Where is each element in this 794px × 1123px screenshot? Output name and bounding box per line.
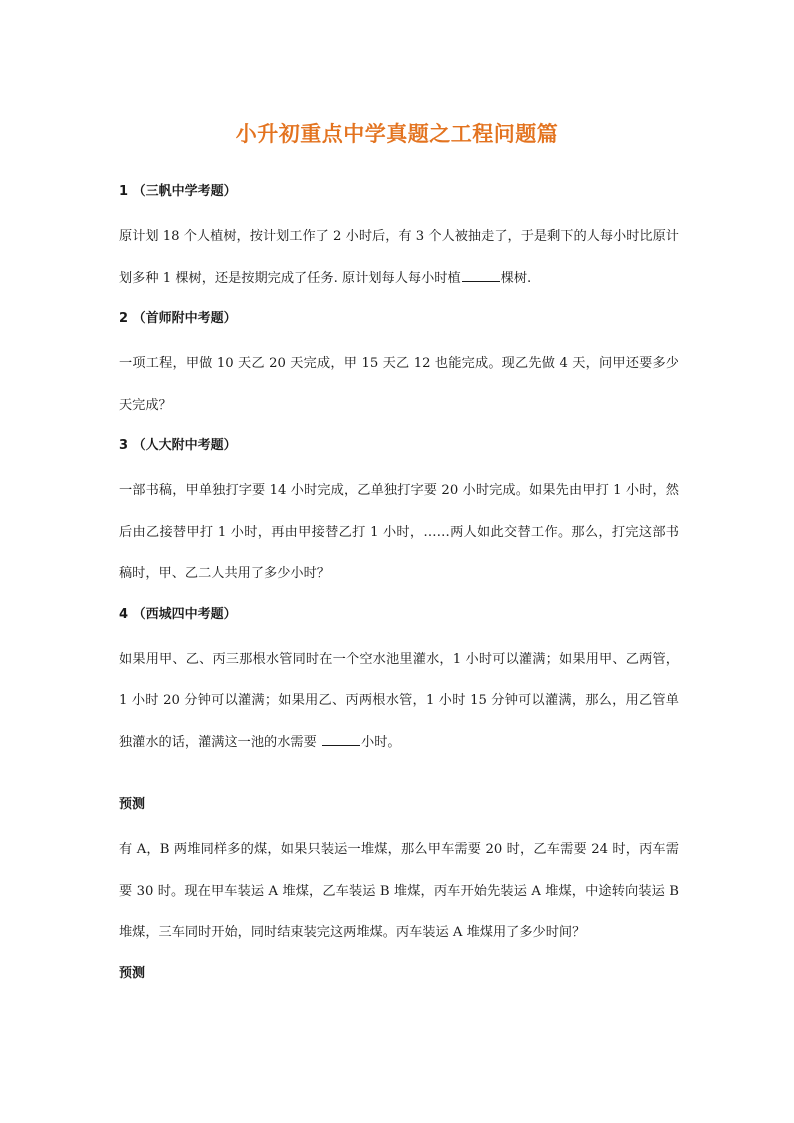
prediction-header: 预测 (119, 965, 146, 981)
answer-blank (462, 267, 500, 282)
question-3 (119, 432, 679, 595)
question-1 (119, 178, 679, 299)
question-text (119, 216, 679, 299)
question-text-part: 原计划 18 个人植树，按计划工作了 2 小时后，有 3 个人被抽走了，于是剩下的人每小时比原计划多种 1 棵树，还是按期完成了任务. 原计划每人每小时植 (119, 229, 679, 286)
question-header: 4 （西城四中考题） (119, 606, 237, 622)
prediction-1 (119, 791, 679, 954)
question-header: 2 （首师附中考题） (119, 311, 237, 326)
page-title: 小升初重点中学真题之工程问题篇 (235, 122, 559, 146)
answer-blank (322, 731, 360, 746)
question-text-part: 如果用甲、乙、丙三那根水管同时在一个空水池里灌水，1 小时可以灌满；如果用甲、乙两管，1 小时 20 分钟可以灌满；如果用乙、丙两根水管，1 小时 15 分钟可以灌满，那么，用乙管单独灌水的话，灌满这一池的水需要 (119, 651, 679, 750)
question-text-part: 棵树. (500, 270, 532, 286)
prediction-2 (119, 960, 679, 988)
prediction-header: 预测 (119, 797, 146, 812)
prediction-text: 有 A，B 两堆同样多的煤，如果只装运一堆煤，那么甲车需要 20 时，乙车需要 24 时，丙车需要 30 时。现在甲车装运 A 堆煤，乙车装运 B 堆煤，丙车开始先装运 A 堆煤，中途转向装运 B 堆煤，三车同时开始，同时结束装完这两堆煤。丙车装运 A 堆煤用了多少时间？ (119, 842, 679, 940)
question-header: 3 （人大附中考题） (119, 438, 237, 453)
question-text-part: 小时。 (361, 734, 401, 750)
question-header: 1 （三帆中学考题） (119, 184, 237, 199)
question-text: 一部书稿，甲单独打字要 14 小时完成，乙单独打字要 20 小时完成。如果先由甲打 1 小时，然后由乙接替甲打 1 小时，再由甲接替乙打 1 小时，……两人如此交替工作。那么，打完这部书稿时，甲、乙二人共用了多少小时？ (119, 483, 679, 581)
question-4 (119, 601, 679, 764)
document-body (119, 178, 679, 988)
question-text: 一项工程，甲做 10 天乙 20 天完成，甲 15 天乙 12 也能完成。现乙先做 4 天，问甲还要多少天完成？ (119, 356, 679, 413)
question-text (119, 639, 679, 764)
question-2 (119, 305, 679, 426)
